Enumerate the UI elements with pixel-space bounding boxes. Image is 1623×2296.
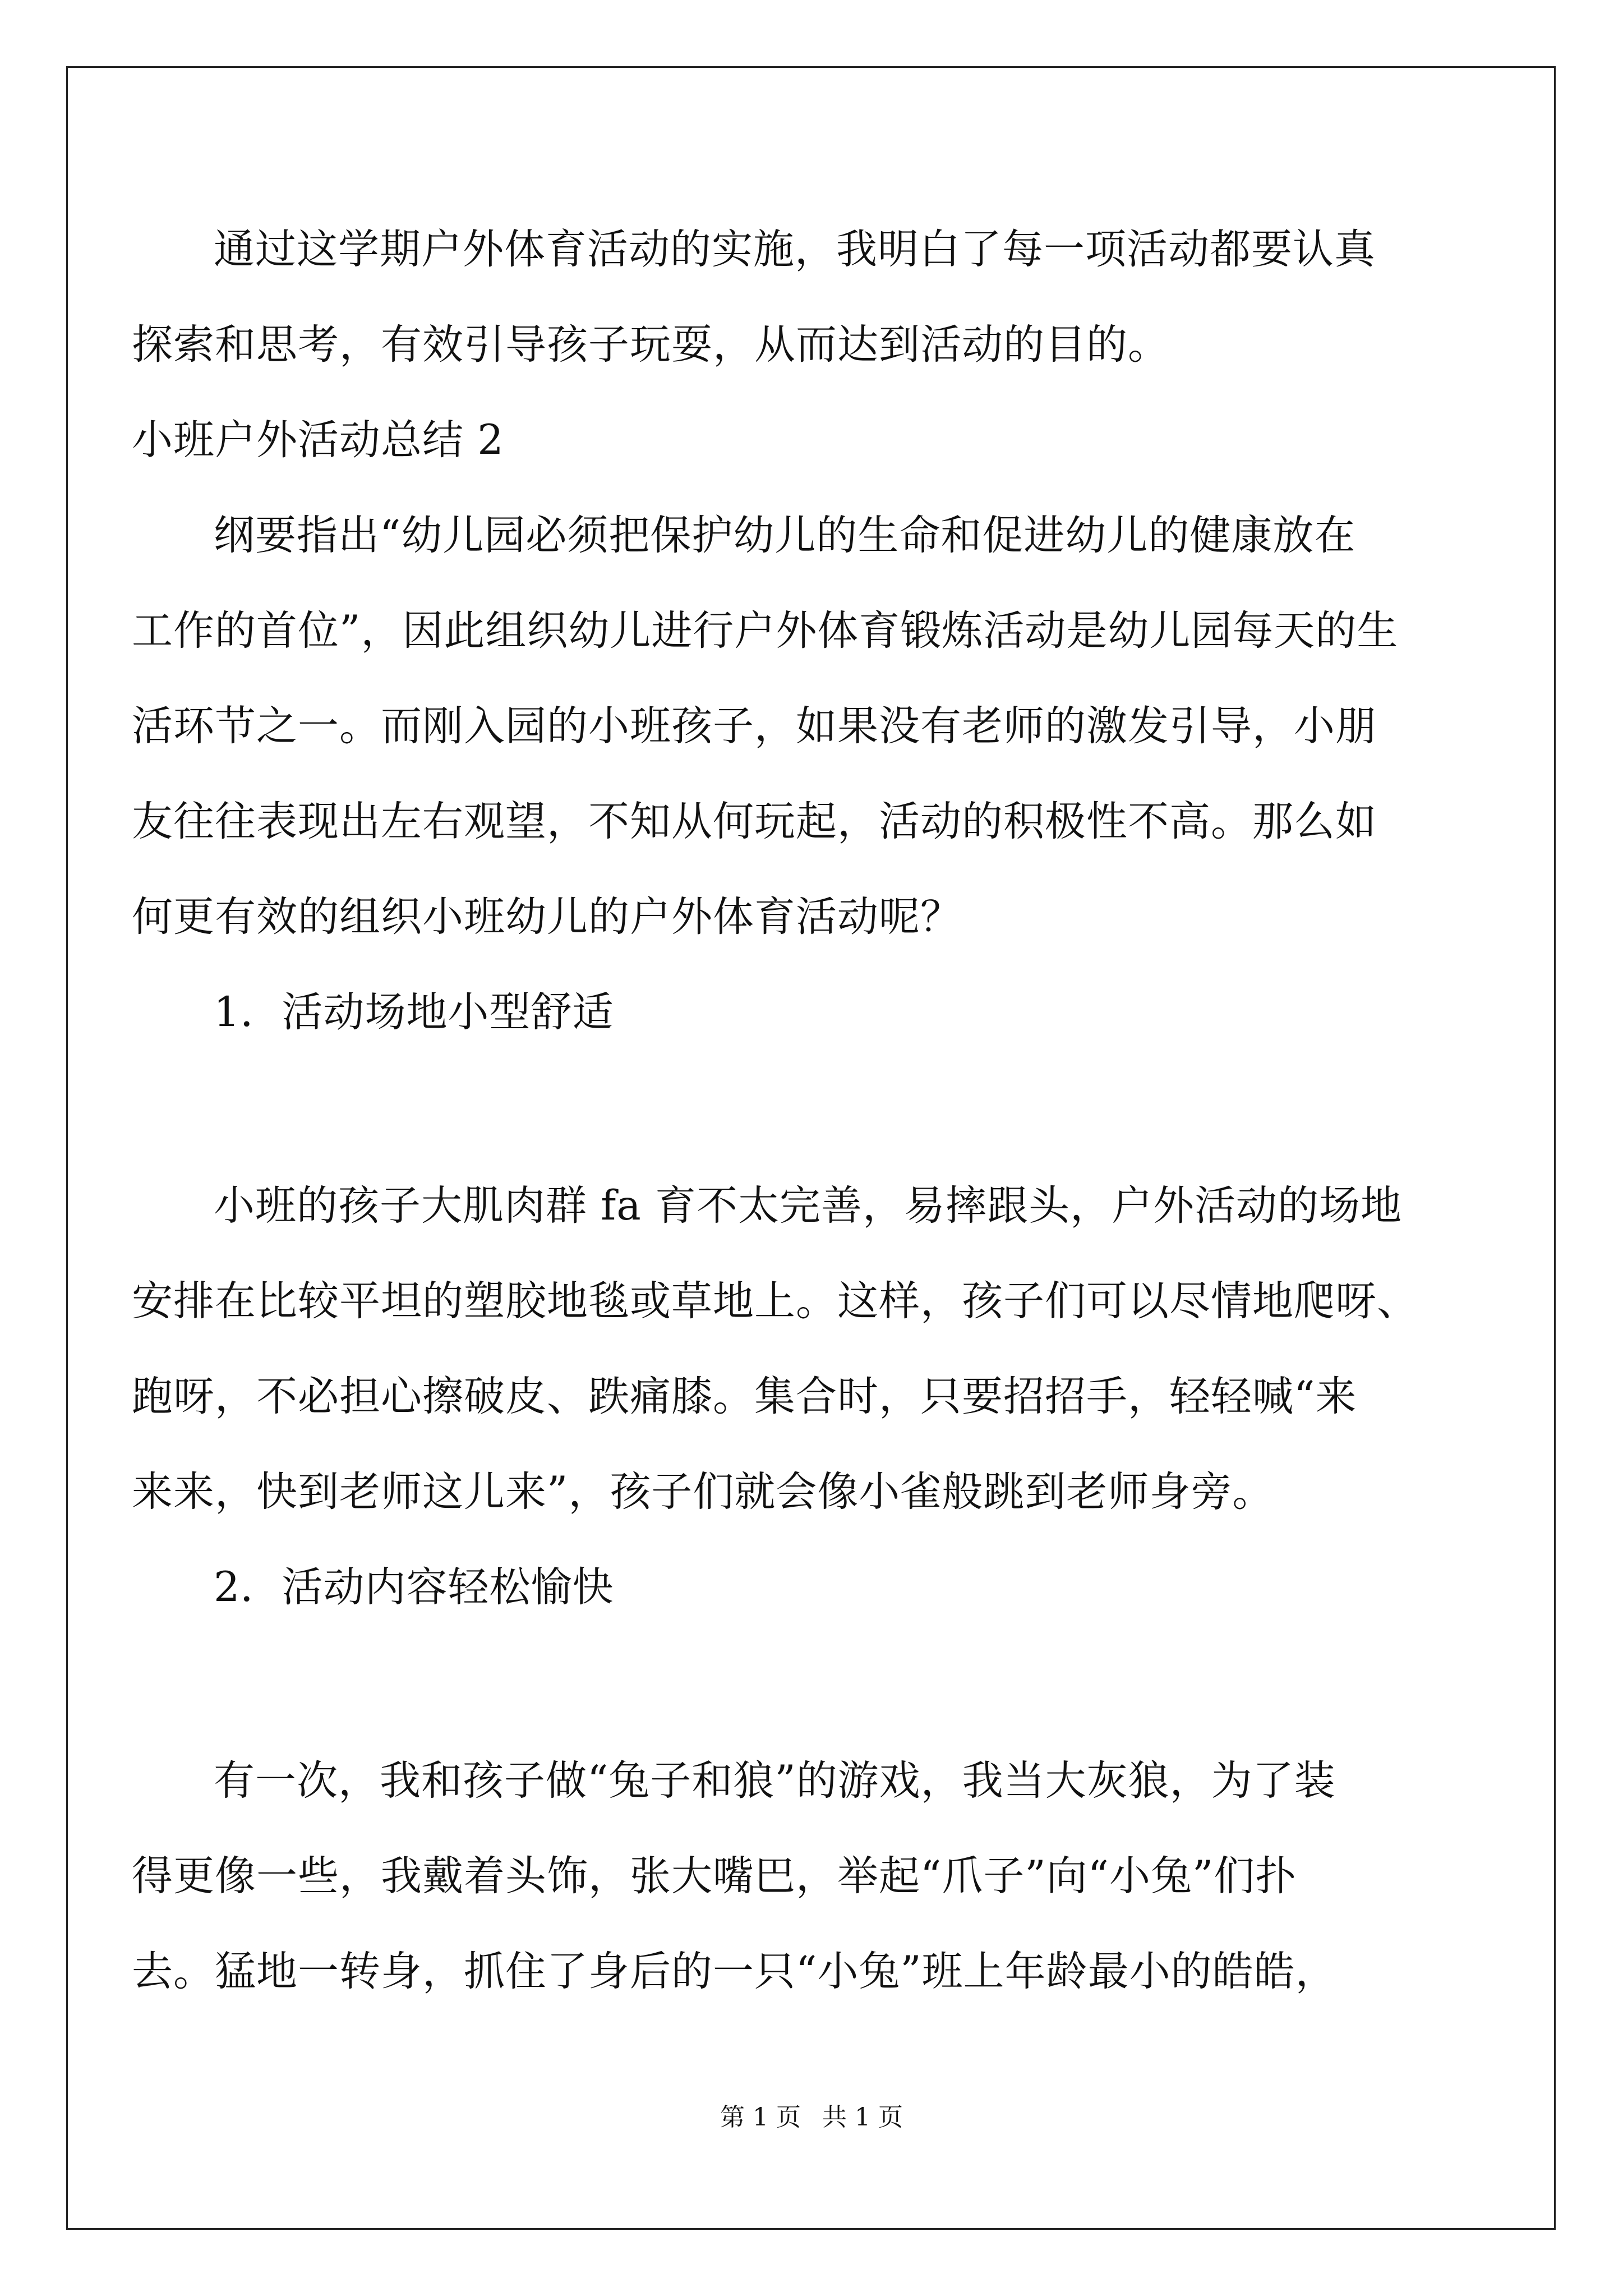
paragraph-line: 得更像一些，我戴着头饰，张大嘴巴，举起“爪子”向“小兔”们扑 — [132, 1852, 1297, 1900]
paragraph-line: 工作的首位”，因此组织幼儿进行户外体育锻炼活动是幼儿园每天的生 — [132, 607, 1399, 655]
subheading: 1．活动场地小型舒适 — [214, 988, 614, 1036]
paragraph-line: 通过这学期户外体育活动的实施，我明白了每一项活动都要认真 — [214, 226, 1376, 273]
paragraph-line: 友往往表现出左右观望，不知从何玩起，活动的积极性不高。那么如 — [132, 798, 1377, 845]
page-border — [66, 66, 1556, 2230]
page-footer — [0, 2101, 1623, 2134]
paragraph-line: 小班的孩子大肌肉群 fa 育不太完善，易摔跟头，户外活动的场地 — [214, 1182, 1402, 1230]
page-total: 共 1 页 — [822, 2103, 903, 2132]
paragraph-line: 来来，快到老师这儿来”，孩子们就会像小雀般跳到老师身旁。 — [132, 1468, 1274, 1516]
paragraph-line: 纲要指出“幼儿园必须把保护幼儿的生命和促进幼儿的健康放在 — [214, 512, 1356, 559]
paragraph-line: 有一次，我和孩子做“兔子和狼”的游戏，我当大灰狼，为了装 — [214, 1757, 1336, 1805]
paragraph-line: 去。猛地一转身，抓住了身后的一只“小兔”班上年龄最小的皓皓， — [132, 1948, 1337, 1995]
section-heading: 小班户外活动总结 2 — [132, 416, 504, 464]
paragraph-line: 探索和思考，有效引导孩子玩耍，从而达到活动的目的。 — [132, 321, 1169, 369]
paragraph-line: 何更有效的组织小班幼儿的户外体育活动呢？ — [132, 893, 962, 941]
page-number: 第 1 页 — [720, 2103, 801, 2132]
subheading: 2．活动内容轻松愉快 — [214, 1563, 614, 1611]
paragraph-line: 活环节之一。而刚入园的小班孩子，如果没有老师的激发引导，小朋 — [132, 702, 1377, 750]
paragraph-line: 安排在比较平坦的塑胶地毯或草地上。这样，孩子们可以尽情地爬呀、 — [132, 1277, 1418, 1325]
paragraph-line: 跑呀，不必担心擦破皮、跌痛膝。集合时，只要招招手，轻轻喊“来 — [132, 1373, 1357, 1420]
